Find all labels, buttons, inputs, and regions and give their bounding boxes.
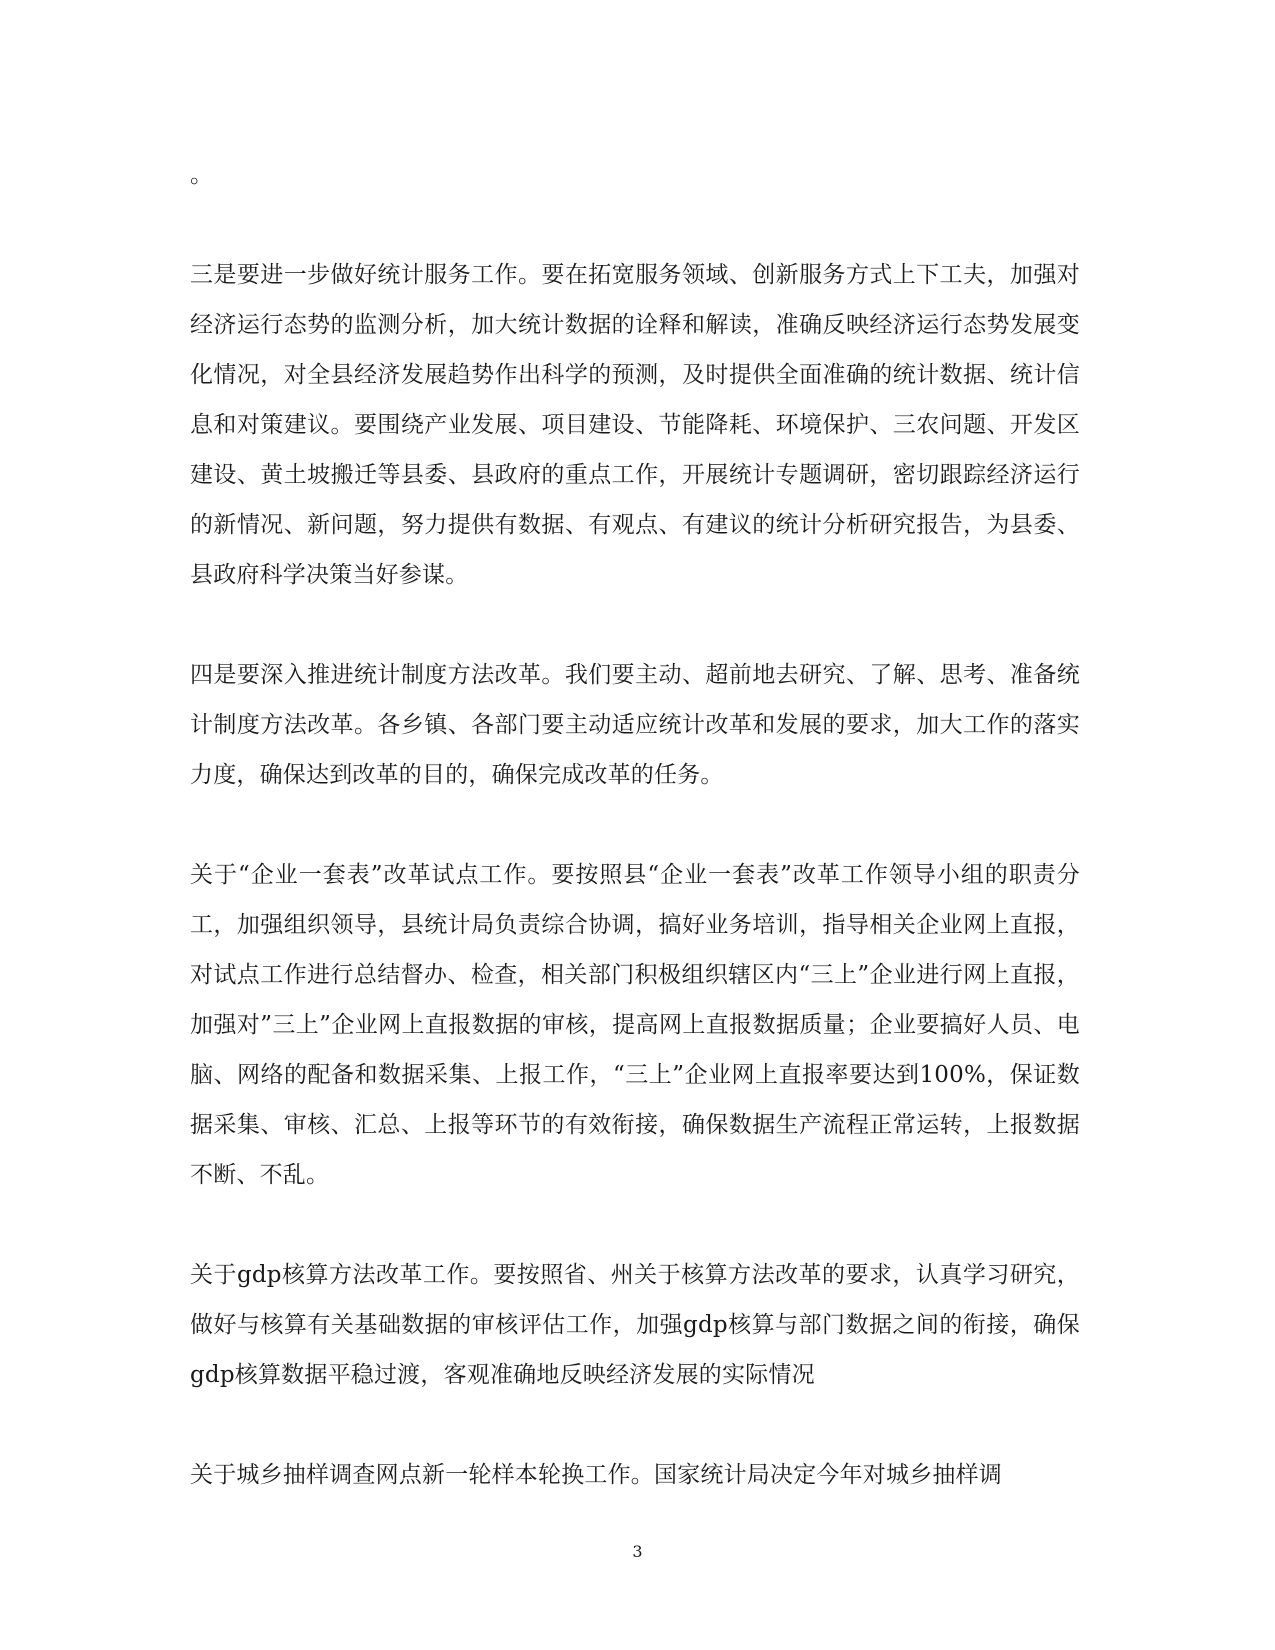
leading-punctuation: 。 — [190, 162, 214, 188]
paragraph-sample-rotation: 关于城乡抽样调查网点新一轮样本轮换工作。国家统计局决定今年对城乡抽样调 — [190, 1462, 1002, 1488]
document-body — [190, 150, 1080, 1500]
paragraph-statistics-service: 三是要进一步做好统计服务工作。要在拓宽服务领域、创新服务方式上下工夫，加强对经济运行态势的监测分析，加大统计数据的诠释和解读，准确反映经济运行态势发展变化情况，对全县经济发展趋势作出科学的预测，及时提供全面准确的统计数据、统计信息和对策建议。要围绕产业发展、项目建设、节能降耗、环境保护、三农问题、开发区建设、黄土坡搬迁等县委、县政府的重点工作，开展统计专题调研，密切跟踪经济运行的新情况、新问题，努力提供有数据、有观点、有建议的统计分析研究报告，为县委、县政府科学决策当好参谋。 — [190, 262, 1080, 588]
paragraph-gdp-reform: 关于gdp核算方法改革工作。要按照省、州关于核算方法改革的要求，认真学习研究，做好与核算有关基础数据的审核评估工作，加强gdp核算与部门数据之间的衔接，确保gdp核算数据平稳过渡，客观准确地反映经济发展的实际情况 — [190, 1262, 1080, 1388]
page-number: 3 — [632, 1542, 643, 1561]
paragraph-enterprise-reform: 关于“企业一套表”改革试点工作。要按照县“企业一套表”改革工作领导小组的职责分工，加强组织领导，县统计局负责综合协调，搞好业务培训，指导相关企业网上直报，对试点工作进行总结督办、检查，相关部门积极组织辖区内“三上”企业进行网上直报，加强对”三上”企业网上直报数据的审核，提高网上直报数据质量；企业要搞好人员、电脑、网络的配备和数据采集、上报工作，“三上”企业网上直报率要达到100%，保证数据采集、审核、汇总、上报等环节的有效衔接，确保数据生产流程正常运转，上报数据不断、不乱。 — [190, 862, 1080, 1188]
paragraph-method-reform: 四是要深入推进统计制度方法改革。我们要主动、超前地去研究、了解、思考、准备统计制度方法改革。各乡镇、各部门要主动适应统计改革和发展的要求，加大工作的落实力度，确保达到改革的目的，确保完成改革的任务。 — [190, 662, 1080, 788]
